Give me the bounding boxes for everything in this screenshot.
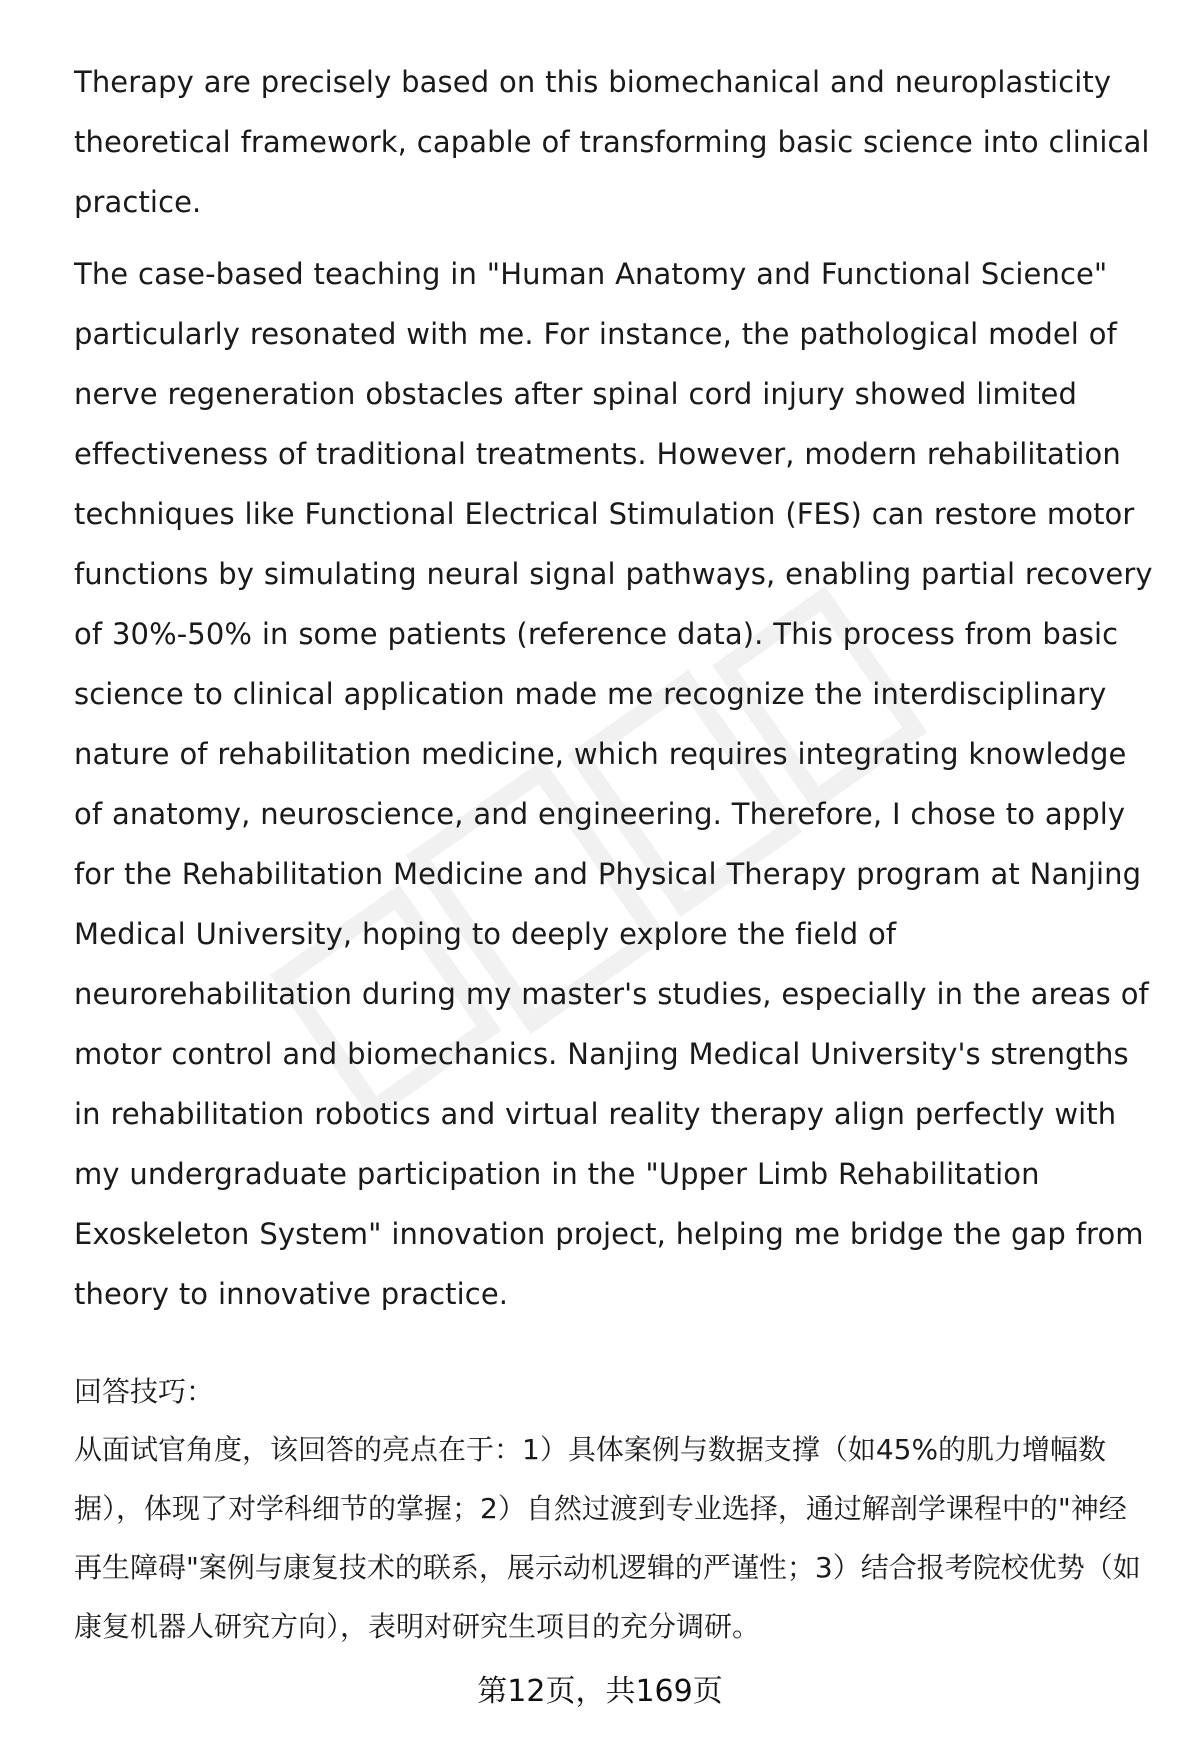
paragraph-main: The case-based teaching in "Human Anatomy and Functional Science" particularly resonated with me. For instance, the pathological model of nerve regeneration obstacles after spinal cord injury showed limited effectiveness of traditional treatments. However, modern rehabilitation techniques like Functional Electrical Stimulation (FES) can restore motor functions by simulating neural signal pathways, enabling partial recovery of 30%-50% in some patients (reference data). This process from basic science to clinical application made me recognize the interdisciplinary nature of rehabilitation medicine, which requires integrating knowledge of anatomy, neuroscience, and engineering. Therefore, I chose to apply for the Rehabilitation Medicine and Physical Therapy program at Nanjing Medical University, hoping to deeply explore the field of neurorehabilitation during my master's studies, especially in the areas of motor control and biomechanics. Nanjing Medical University's strengths in rehabilitation robotics and virtual reality therapy align perfectly with my undergraduate participation in the "Upper Limb Rehabilitation Exoskeleton System" innovation project, helping me bridge the gap from theory to innovative practice.: [74, 257, 1153, 1311]
document-body: [74, 52, 1154, 1656]
paragraph-intro: Therapy are precisely based on this biomechanical and neuroplasticity theoretical framework, capable of transforming basic science into clinical practice.: [74, 65, 1150, 219]
tips-heading: 回答技巧：: [74, 1375, 215, 1408]
page-number-footer: 第12页，共169页: [477, 1674, 723, 1709]
tips-text: 从面试官角度，该回答的亮点在于：1）具体案例与数据支撑（如45%的肌力增幅数据），体现了对学科细节的掌握；2）自然过渡到专业选择，通过解剖学课程中的"神经再生障碍"案例与康复技术的联系，展示动机逻辑的严谨性；3）结合报考院校优势（如康复机器人研究方向），表明对研究生项目的充分调研。: [74, 1433, 1141, 1643]
